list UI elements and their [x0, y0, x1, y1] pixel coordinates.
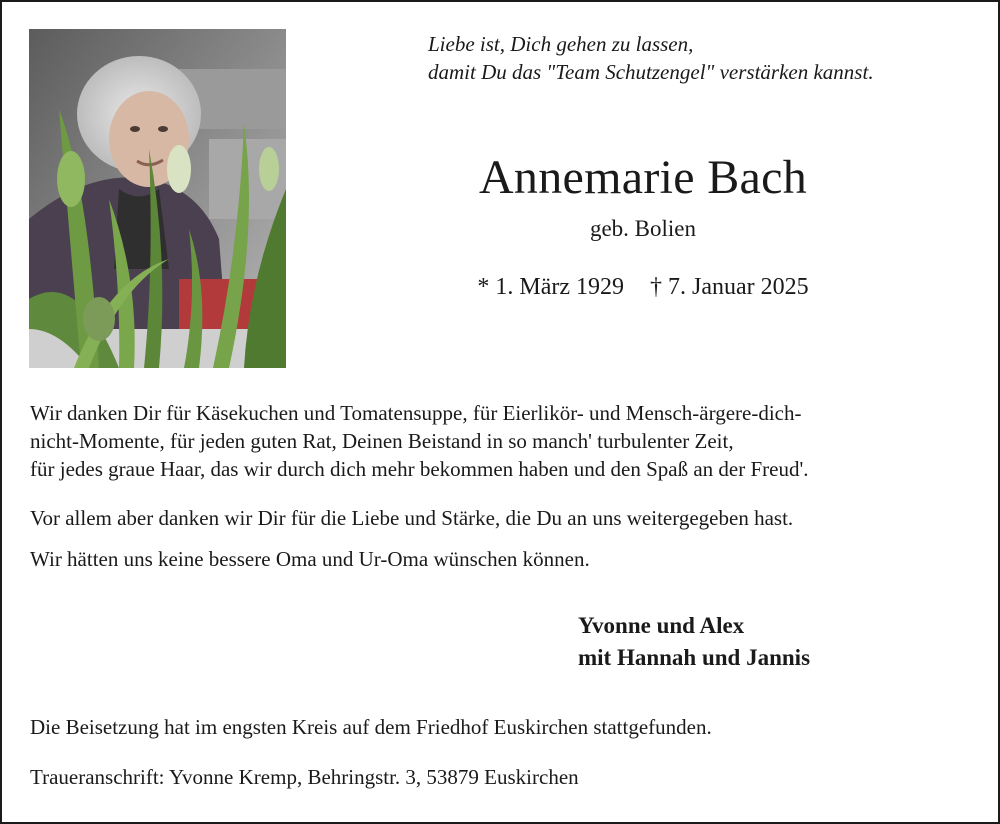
thanks-line-4: Vor allem aber danken wir Dir für die Liebe und Stärke, die Du an uns weitergegeben hast.	[30, 506, 794, 530]
deceased-name: Annemarie Bach	[478, 151, 808, 204]
life-dates	[300, 271, 986, 303]
quote-line-2: damit Du das "Team Schutzengel" verstärken kannst.	[428, 60, 874, 84]
memorial-quote	[428, 30, 988, 86]
thanks-line-1: Wir danken Dir für Käsekuchen und Tomatensuppe, für Eierlikör- und Mensch-ärgere-dich-	[30, 401, 802, 425]
quote-line-1: Liebe ist, Dich gehen zu lassen,	[428, 32, 694, 56]
burial-note: Die Beisetzung hat im engsten Kreis auf dem Friedhof Euskirchen stattgefunden.	[30, 715, 712, 739]
mourning-address: Traueranschrift: Yvonne Kremp, Behringstr. 3, 53879 Euskirchen	[30, 765, 579, 789]
birth-date: * 1. März 1929	[477, 274, 624, 300]
death-date: † 7. Januar 2025	[650, 274, 809, 300]
thanks-line-3: für jedes graue Haar, das wir durch dich mehr bekommen haben und den Spaß an der Freud'.	[30, 457, 809, 481]
thanks-line-5: Wir hätten uns keine bessere Oma und Ur-Oma wünschen können.	[30, 547, 590, 571]
signature-line-2: mit Hannah und Jannis	[578, 645, 811, 670]
thanks-line-2: nicht-Momente, für jeden guten Rat, Deinen Beistand in so manch' turbulenter Zeit,	[30, 429, 734, 453]
portrait-photo	[29, 29, 286, 368]
signature	[578, 610, 810, 674]
portrait-photo-illustration	[29, 29, 286, 368]
signature-line-1: Yvonne und Alex	[578, 613, 745, 638]
birth-name: geb. Bolien	[589, 216, 697, 241]
thanks-paragraph	[30, 399, 980, 483]
